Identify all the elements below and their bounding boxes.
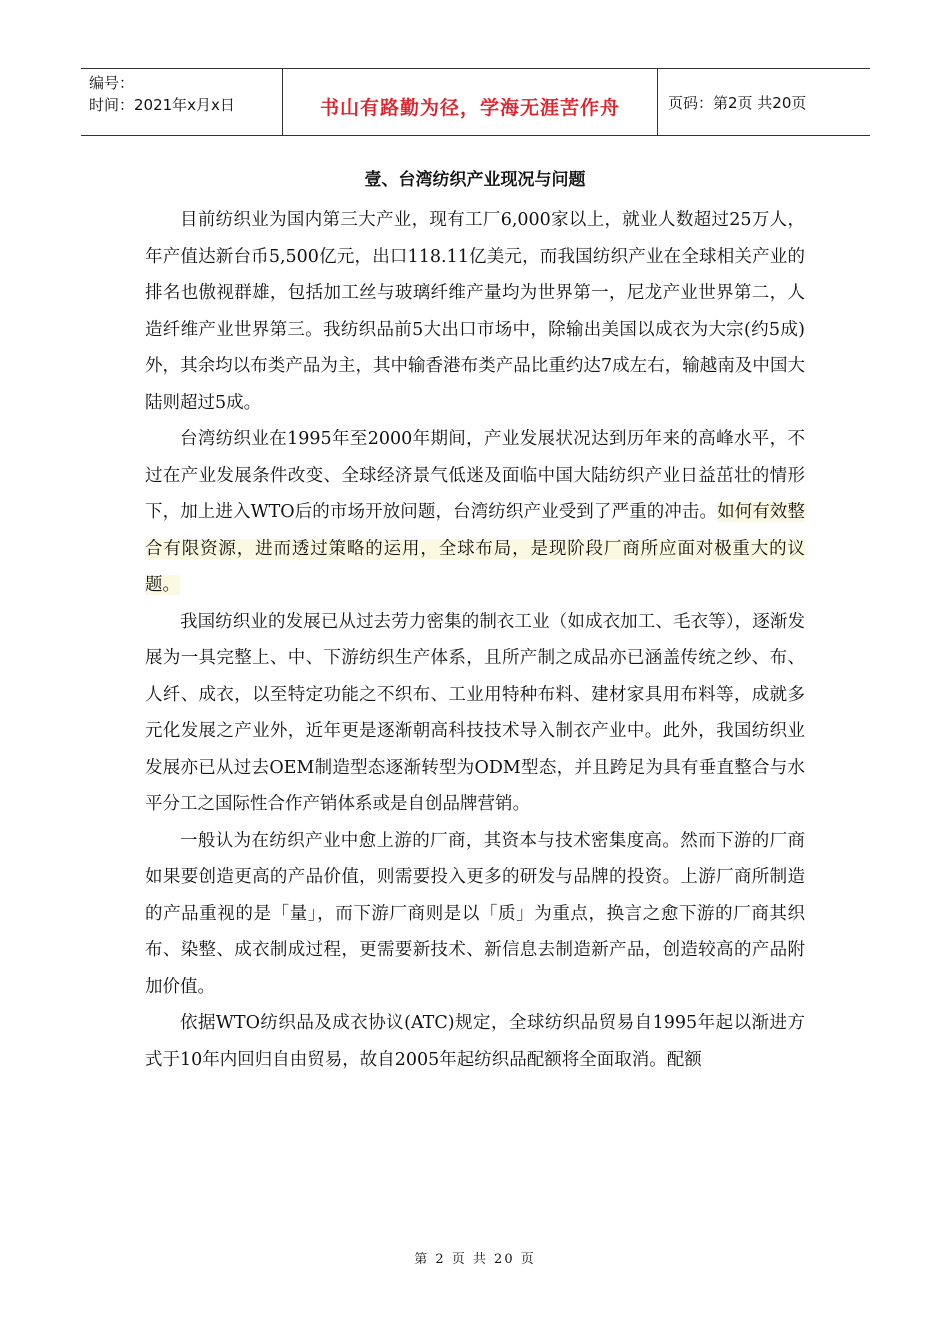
paragraph-wto-atc: 依据WTO纺织品及成衣协议(ATC)规定，全球纺织品贸易自1995年起以渐进方式于10年内回归自由贸易，故自2005年起纺织品配额将全面取消。配额 [145,1013,805,1070]
header-motto: 书山有路勤为径，学海无涯苦作舟 [319,96,620,119]
document-number-label: 编号： [89,74,135,92]
header-page-info: 页码：第2页 共20页 [668,93,807,112]
paragraph-industry-overview: 目前纺织业为国内第三大产业，现有工厂6,000家以上，就业人数超过25万人，年产值达新台币5,500亿元，出口118.11亿美元，而我国纺织产业在全球相关产业的排名也傲视群雄，包括加工丝与玻璃纤维产量均为世界第一，尼龙产业世界第二，人造纤维产业世界第三。我纺织品前5大出口市场中，除输出美国以成衣为大宗(约5成)外，其余均以布类产品为主，其中输香港布类产品比重约达7成左右，输越南及中国大陆则超过5成。 [145,210,805,413]
header-page-cell [658,69,870,135]
document-date: 时间：2021年x月x日 [89,96,235,114]
header-meta-cell [81,69,282,135]
paragraph-development: 我国纺织业的发展已从过去劳力密集的制衣工业（如成衣加工、毛衣等），逐渐发展为一具完整上、中、下游纺织生产体系，且所产制之成品亦已涵盖传统之纱、布、人纤、成衣，以至特定功能之不织布、工业用特种布料、建材家具用布料等，成就多元化发展之产业外，近年更是逐渐朝高科技技术导入制衣产业中。此外，我国纺织业发展亦已从过去OEM制造型态逐渐转型为ODM型态，并且跨足为具有垂直整合与水平分工之国际性合作产销体系或是自创品牌营销。 [145,611,805,814]
paragraph-taiwan-text: 台湾纺织业在1995年至2000年期间，产业发展状况达到历年来的高峰水平，不过在产业发展条件改变、全球经济景气低迷及面临中国大陆纺织产业日益茁壮的情形下，加上进入WTO后的市场开放问题，台湾纺织产业受到了严重的冲击。 [145,429,805,522]
header-motto-cell [282,69,658,135]
section-title: 壹、台湾纺织产业现况与问题 [364,170,586,190]
highlighted-sentence: 如何有效整合有限资源，进而透过策略的运用，全球布局，是现阶段厂商所应面对极重大的议题。 [145,502,805,595]
document-header [81,68,870,136]
paragraph-taiwan-impact [145,421,805,604]
document-body [145,202,805,1078]
paragraph-upstream-downstream: 一般认为在纺织产业中愈上游的厂商，其资本与技术密集度高。然而下游的厂商如果要创造更高的产品价值，则需要投入更多的研发与品牌的投资。上游厂商所制造的产品重视的是「量」，而下游厂商则是以「质」为重点，换言之愈下游的厂商其织布、染整、成衣制成过程，更需要新技术、新信息去制造新产品，创造较高的产品附加价值。 [145,830,805,997]
page-footer: 第 2 页 共 20 页 [414,1252,536,1267]
